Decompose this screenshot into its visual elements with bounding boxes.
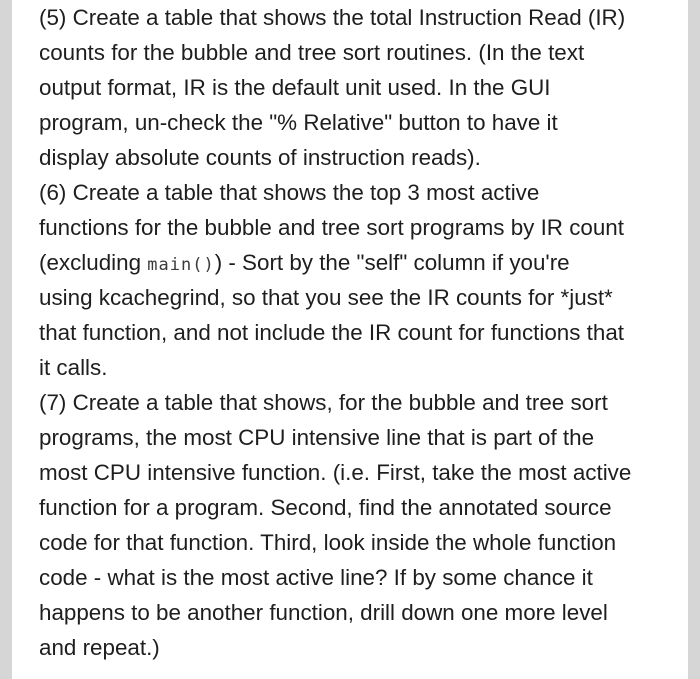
assignment-text xyxy=(39,0,679,665)
text-line: happens to be another function, drill down one more level xyxy=(39,600,608,625)
text-line: function for a program. Second, find the annotated source xyxy=(39,495,612,520)
text-line xyxy=(39,245,679,280)
right-margin-bar xyxy=(688,0,700,679)
text-line: program, un-check the "% Relative" button to have it xyxy=(39,110,558,135)
text-line: (7) Create a table that shows, for the bubble and tree sort xyxy=(39,390,608,415)
text-fragment: ) - Sort by the "self" column if you're xyxy=(214,250,570,275)
left-margin-bar xyxy=(0,0,12,679)
text-fragment: (excluding xyxy=(39,250,148,275)
text-line: counts for the bubble and tree sort routines. (In the text xyxy=(39,40,585,65)
text-line: using kcachegrind, so that you see the IR counts for *just* xyxy=(39,285,613,310)
text-line: functions for the bubble and tree sort programs by IR count xyxy=(39,215,624,240)
text-line: that function, and not include the IR count for functions that xyxy=(39,320,625,345)
text-line: and repeat.) xyxy=(39,635,160,660)
text-line: programs, the most CPU intensive line that is part of the xyxy=(39,425,595,450)
text-line: it calls. xyxy=(39,355,108,380)
text-line: (6) Create a table that shows the top 3 most active xyxy=(39,180,540,205)
text-line: (5) Create a table that shows the total Instruction Read (IR) xyxy=(39,5,626,30)
text-line: display absolute counts of instruction reads). xyxy=(39,145,481,170)
text-line: code - what is the most active line? If by some chance it xyxy=(39,565,593,590)
inline-code: main() xyxy=(147,255,215,275)
text-line: code for that function. Third, look inside the whole function xyxy=(39,530,617,555)
text-line: output format, IR is the default unit used. In the GUI xyxy=(39,75,551,100)
text-line: most CPU intensive function. (i.e. First, take the most active xyxy=(39,460,632,485)
